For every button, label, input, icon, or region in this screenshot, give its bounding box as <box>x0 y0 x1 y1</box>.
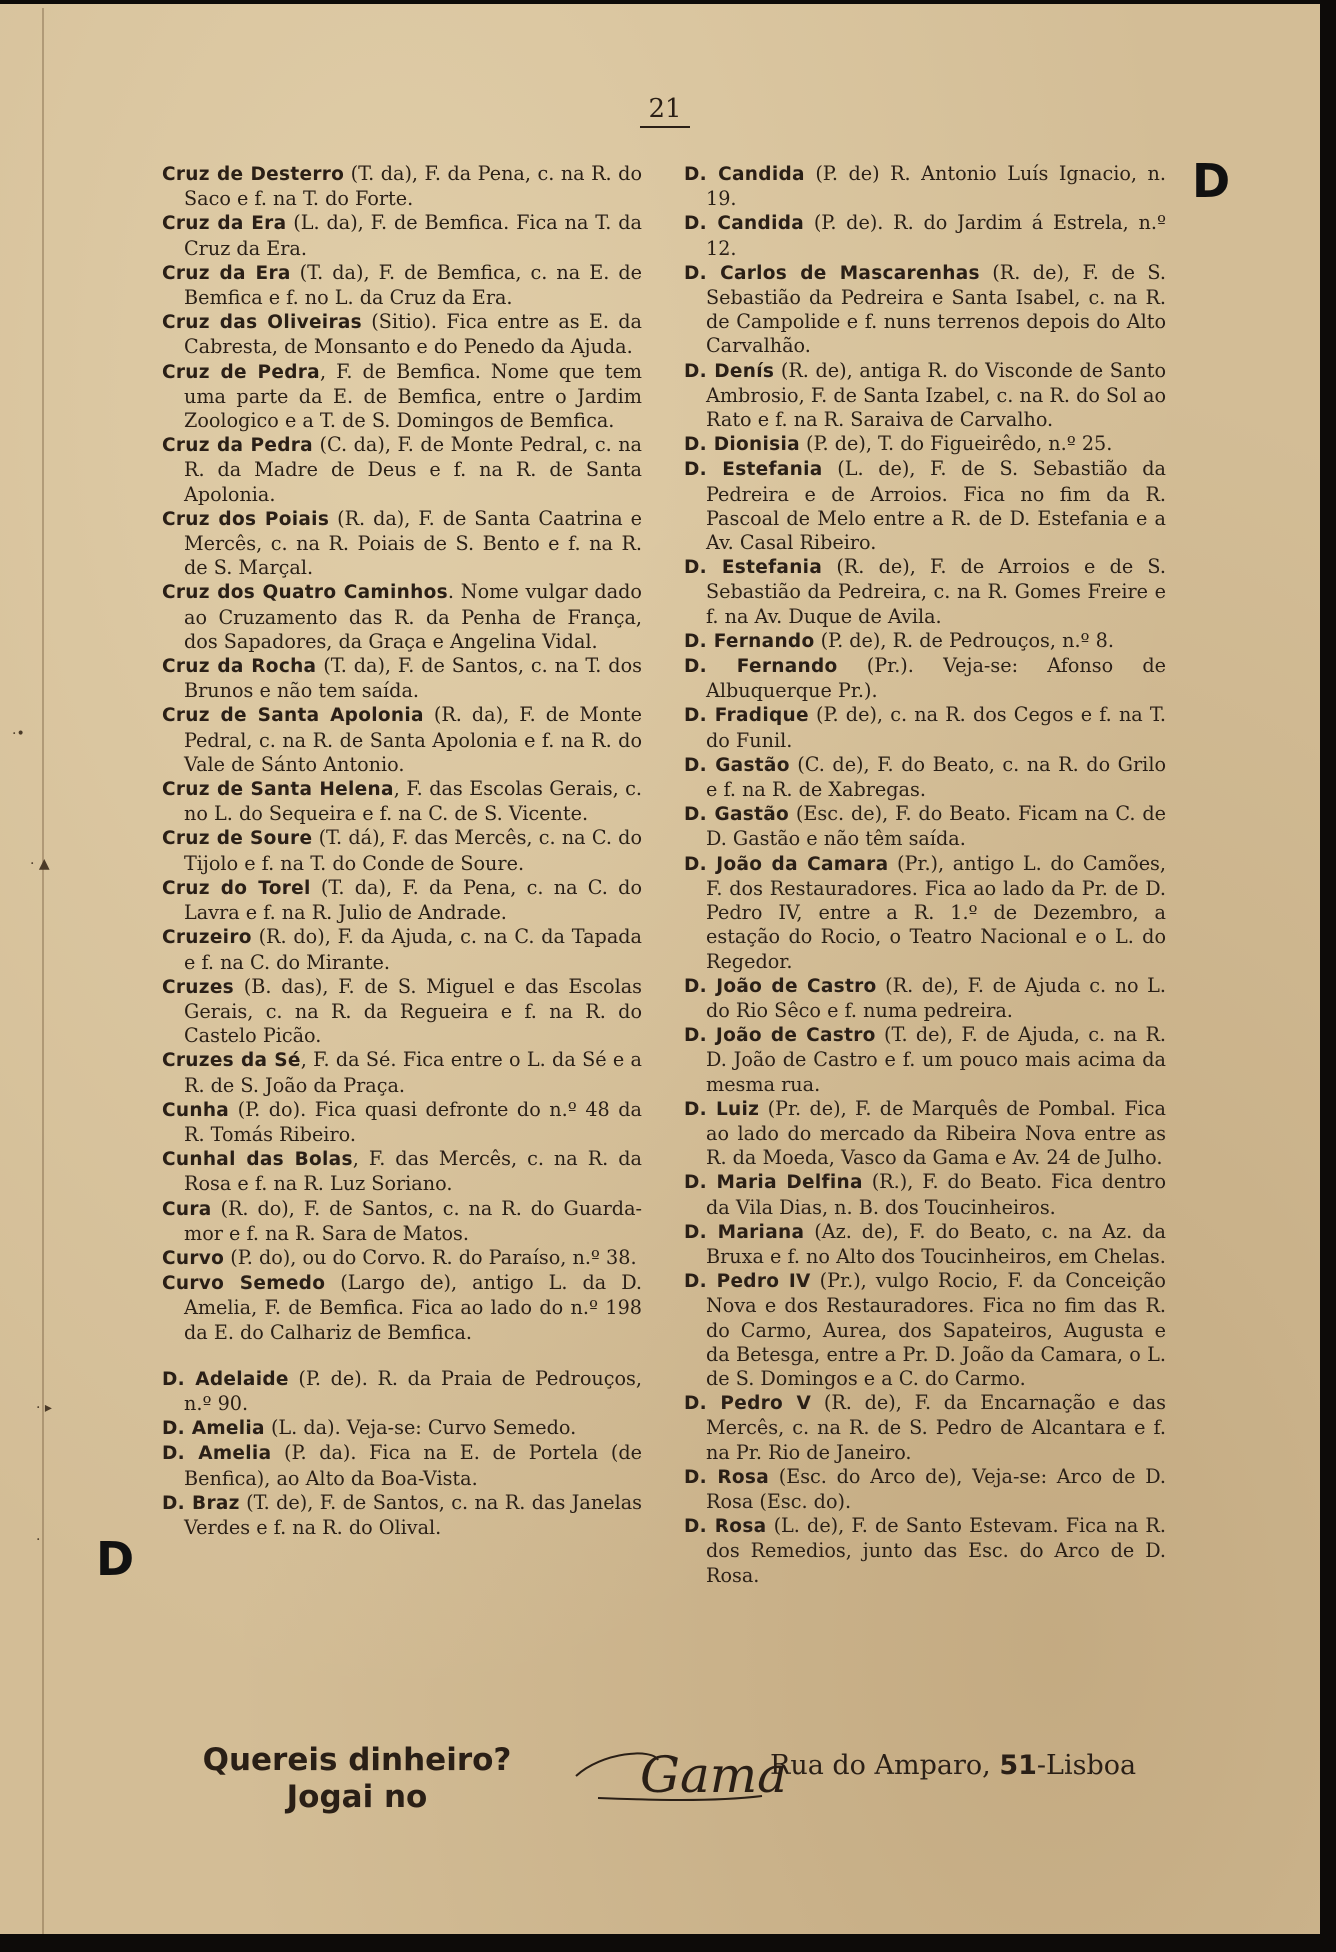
entry-text: (R. do), F. da Ajuda, c. na C. da Tapada e f. na C. do Mirante. <box>184 925 642 974</box>
entry-text: (Esc. de), F. do Beato. Ficam na C. de D. Gastão e não têm saída. <box>706 802 1166 851</box>
margin-mark: · ▸ <box>36 1400 52 1416</box>
entry-text: , F. da Sé. Fica entre o L. da Sé e a R. de S. João da Praça. <box>184 1048 642 1097</box>
entry-text: (P. de), c. na R. dos Cegos e f. na T. do Funil. <box>706 703 1167 752</box>
entry-headword: Cruz de Santa Helena <box>162 779 394 801</box>
entry-headword: Cruz das Oliveiras <box>162 312 362 334</box>
entry <box>684 974 1166 1023</box>
entry <box>162 654 642 703</box>
entry-text: (T. da), F. de Bemfica, c. na E. de Bemfica e f. no L. da Cruz da Era. <box>184 260 642 310</box>
entry-headword: D. Estefania <box>684 459 823 481</box>
document-page <box>0 4 1320 1934</box>
entry-headword: D. Pedro IV <box>684 1271 811 1293</box>
entry <box>162 703 642 777</box>
entry-headword: D. Carlos de Mascarenhas <box>684 262 980 284</box>
entry-text: , F. das Escolas Gerais, c. no L. do Sequeira e f. na C. de S. Vicente. <box>184 777 642 826</box>
entry-headword: Cruz do Torel <box>162 877 311 899</box>
entry-headword: D. Amelia <box>162 1443 272 1465</box>
entry <box>162 580 642 654</box>
entry-text: (R. de), antiga R. do Visconde de Santo Ambrosio, F. de Santa Izabel, c. na R. do Sol ao Rato e f. na R. Saraiva de Carvalho. <box>706 358 1166 432</box>
right-column <box>684 162 1166 1588</box>
entry-text: (P. do), ou do Corvo. R. do Paraíso, n.º 38. <box>224 1245 637 1269</box>
entry <box>684 1220 1166 1269</box>
entry-text: (B. das), F. de S. Miguel e das Escolas Gerais, c. na R. da Regueira e f. na R. do Castelo Picão. <box>184 974 642 1048</box>
entry-headword: D. Rosa <box>684 1516 767 1538</box>
entry-text: (P. do). Fica quasi defronte do n.º 48 da R. Tomás Ribeiro. <box>184 1097 642 1146</box>
entry-headword: Cruzes da Sé <box>162 1050 301 1072</box>
entry <box>162 777 642 826</box>
entry-text: (T. da), F. de Santos, c. na T. dos Brunos e não tem saída. <box>184 654 642 703</box>
margin-mark: · ▲ <box>30 856 50 872</box>
page-number-rule <box>640 126 690 128</box>
entry-text: (T. de), F. de Ajuda, c. na R. D. João de Castro e f. um pouco mais acima da mesma rua. <box>706 1023 1167 1096</box>
entry <box>684 852 1166 974</box>
entry-headword: D. Braz <box>162 1492 240 1514</box>
entry-text: (T. da), F. da Pena, c. na R. do Saco e f. na T. do Forte. <box>184 162 642 211</box>
entry-headword: Cunha <box>162 1099 230 1121</box>
entry-headword: D. Candida <box>684 164 805 185</box>
section-letter-left: D <box>96 1532 135 1586</box>
entry <box>684 261 1166 359</box>
entry-text: (R. da), F. de Santa Caatrina e Mercês, c. na R. Poiais de S. Bento e f. na R. de S. Marçal. <box>184 506 642 580</box>
entry-headword: D. Luiz <box>684 1098 760 1120</box>
entry-text: (P. de). R. do Jardim á Estrela, n.º 12. <box>706 211 1166 260</box>
entry-headword: D. Fernando <box>684 656 838 678</box>
entry <box>162 261 642 310</box>
entry-text: (T. da), F. da Pena, c. na C. do Lavra e f. na R. Julio de Andrade. <box>184 875 642 925</box>
entry-headword: D. Amelia <box>162 1418 265 1440</box>
entry-headword: D. João de Castro <box>684 1025 876 1047</box>
entry <box>162 1246 642 1271</box>
entry <box>162 1271 642 1345</box>
entry <box>162 1048 642 1097</box>
entry-text: (Az. de), F. do Beato, c. na Az. da Bruxa e f. no Alto dos Toucinheiros, em Chelas. <box>706 1219 1166 1268</box>
entry-text: (P. de). R. da Praia de Pedrouços, n.º 90. <box>184 1366 642 1415</box>
entry-text: (R. da), F. de Monte Pedral, c. na R. de Santa Apolonia e f. na R. do Vale de Sánto Antonio. <box>184 703 642 776</box>
page-number: 21 <box>648 94 682 124</box>
ad-slogan <box>162 1742 552 1816</box>
entry-headword: Cruz da Era <box>162 213 287 235</box>
entry <box>162 826 642 875</box>
entry <box>684 1391 1166 1465</box>
entry-headword: D. João de Castro <box>684 975 877 997</box>
entry-headword: D. Dionisia <box>684 434 800 456</box>
entry-headword: Cruz de Soure <box>162 828 313 850</box>
entry-text: (C. da), F. de Monte Pedral, c. na R. da Madre de Deus e f. na R. de Santa Apolonia. <box>184 433 642 506</box>
entry-text: (R.), F. do Beato. Fica dentro da Vila Dias, n. B. dos Toucinheiros. <box>706 1170 1167 1219</box>
entry-headword: D. Denís <box>684 360 775 382</box>
entry <box>162 162 642 211</box>
entry-headword: D. Adelaide <box>162 1368 289 1390</box>
entry <box>684 1097 1166 1171</box>
entry-text: (Pr.). Veja-se: Afonso de Albuquerque Pr.). <box>706 654 1167 703</box>
entry <box>162 1197 642 1246</box>
entry-headword: Cruz dos Quatro Caminhos <box>162 582 448 604</box>
entry-text: , F. de Bemfica. Nome que tem uma parte da E. de Bemfica, entre o Jardim Zoologico e a T. de S. Domingos de Bemfica. <box>184 359 642 433</box>
entry-headword: Curvo <box>162 1247 225 1269</box>
entry <box>162 310 642 359</box>
entry <box>162 975 642 1049</box>
entry <box>162 876 642 925</box>
entry-headword: Cruz de Pedra <box>162 361 320 383</box>
entry <box>684 162 1166 211</box>
entry-text: . Nome vulgar dado ao Cruzamento das R. da Penha de França, dos Sapadores, da Graça e Angelina Vidal. <box>184 580 642 653</box>
entry <box>684 654 1166 703</box>
entry-text: (Pr.), vulgo Rocio, F. da Conceição Nova e dos Restauradores. Fica no fim das R. do Carmo, Aurea, dos Sapateiros, Augusta e da Betesga, entre a Pr. D. João da Camara, o L. de S. Domingos e a C. do Carmo. <box>706 1269 1166 1390</box>
entry-headword: D. Pedro V <box>684 1393 812 1415</box>
entry-text: (P. de) R. Antonio Luís Ignacio, n. 19. <box>706 162 1166 211</box>
entry-text: (Pr. de), F. de Marquês de Pombal. Fica ao lado do mercado da Ribeira Nova entre as R. da Moeda, Vasco da Gama e Av. 24 de Julho. <box>706 1096 1166 1170</box>
entry-headword: D. Rosa <box>684 1466 769 1488</box>
entry <box>684 211 1166 260</box>
entry <box>684 1465 1166 1514</box>
section-letter-right: D <box>1192 154 1231 208</box>
entry-headword: Cruz da Era <box>162 262 291 284</box>
entry <box>162 1098 642 1147</box>
entry-headword: Cruz de Desterro <box>162 164 345 185</box>
margin-mark: · <box>36 1532 41 1548</box>
ad-address: Rua do Amparo, 51-Lisboa <box>770 1750 1137 1781</box>
entry-headword: D. Estefania <box>684 557 823 579</box>
entry <box>684 555 1166 629</box>
entry-headword: Cunhal das Bolas <box>162 1149 353 1171</box>
ad-slogan-line1: Quereis dinheiro? <box>202 1742 512 1778</box>
entry <box>162 360 642 434</box>
entry-headword: D. João da Camara <box>684 853 889 875</box>
entry <box>684 1170 1166 1219</box>
entry-text: (R. de), F. de S. Sebastião da Pedreira e Santa Isabel, c. na R. de Campolide e f. nuns terrenos depois do Alto Carvalhão. <box>706 260 1166 358</box>
entry-text: (R. do), F. de Santos, c. na R. do Guarda-mor e f. na R. Sara de Matos. <box>184 1196 642 1245</box>
entry-text: (P. da). Fica na E. de Portela (de Benfica), ao Alto da Boa-Vista. <box>184 1441 642 1490</box>
margin-mark: ·• <box>12 726 25 742</box>
entry-headword: Cruzeiro <box>162 927 252 949</box>
entry <box>162 1491 642 1540</box>
entry <box>684 629 1166 654</box>
entry-text: (R. de), F. de Ajuda c. no L. do Rio Sêco e f. numa pedreira. <box>706 973 1166 1022</box>
entry-text: (P. de), R. de Pedrouços, n.º 8. <box>814 628 1114 652</box>
entry-headword: Cruzes <box>162 976 234 998</box>
entry <box>684 1514 1166 1588</box>
entry-headword: Cura <box>162 1198 212 1220</box>
entry-text: (Esc. do Arco de), Veja-se: Arco de D. Rosa (Esc. do). <box>706 1464 1166 1513</box>
entry-headword: Curvo Semedo <box>162 1273 326 1295</box>
left-column <box>162 162 642 1540</box>
entry <box>162 211 642 260</box>
entry-headword: D. Fradique <box>684 705 809 727</box>
entry-headword: Cruz de Santa Apolonia <box>162 705 424 727</box>
advertisement-footer <box>162 1742 1172 1815</box>
entry <box>684 802 1166 851</box>
entry <box>684 1023 1166 1097</box>
entry-headword: D. Candida <box>684 213 805 235</box>
gama-logo-text: Gama <box>640 1746 787 1804</box>
entry-text: (Sitio). Fica entre as E. da Cabresta, de Monsanto e do Penedo da Ajuda. <box>184 310 642 359</box>
entry-text: (L. de), F. de Santo Estevam. Fica na R. dos Remedios, junto das Esc. do Arco de D. Rosa. <box>706 1514 1166 1587</box>
entry <box>684 432 1166 457</box>
entry <box>684 457 1166 555</box>
entry-headword: D. Gastão <box>684 804 790 826</box>
entry-text: (P. de), T. do Figueirêdo, n.º 25. <box>799 432 1113 456</box>
entry <box>162 925 642 974</box>
entry-text: (Largo de), antigo L. da D. Amelia, F. de Bemfica. Fica ao lado do n.º 198 da E. do Calhariz de Bemfica. <box>184 1271 642 1344</box>
entry-text: (R. de), F. da Encarnação e das Mercês, c. na R. de S. Pedro de Alcantara e f. na Pr. Rio de Janeiro. <box>706 1391 1166 1464</box>
ad-slogan-line2: Jogai no <box>286 1779 428 1815</box>
entry <box>684 359 1166 433</box>
entry-headword: D. Fernando <box>684 630 815 652</box>
entry-text: (R. de), F. de Arroios e de S. Sebastião da Pedreira, c. na R. Gomes Freire e f. na Av. Duque de Avila. <box>706 555 1166 628</box>
entry-text: (L. de), F. de S. Sebastião da Pedreira e de Arroios. Fica no fim da R. Pascoal de Melo entre a R. de D. Estefania e a Av. Casal Ribeiro. <box>706 457 1166 555</box>
entry-headword: Cruz da Rocha <box>162 656 317 678</box>
entry-text: (L. da), F. de Bemfica. Fica na T. da Cruz da Era. <box>184 211 642 260</box>
entry <box>162 1367 642 1416</box>
entry <box>684 703 1166 752</box>
entry-text: , F. das Mercês, c. na R. da Rosa e f. na R. Luz Soriano. <box>184 1147 642 1196</box>
entry <box>162 507 642 581</box>
entry <box>684 1269 1166 1391</box>
entry <box>162 433 642 507</box>
entry <box>162 1416 642 1441</box>
entry-headword: D. Mariana <box>684 1221 805 1243</box>
entry-text: (C. de), F. do Beato, c. na R. do Grilo e f. na R. de Xabregas. <box>706 752 1167 802</box>
entry-text: (Pr.), antigo L. do Camões, F. dos Restauradores. Fica ao lado da Pr. de D. Pedro IV, entre a R. 1.º de Dezembro, a estação do Rocio, o Teatro Nacional e o L. do Regedor. <box>706 851 1166 973</box>
page-fold-line <box>42 8 44 1934</box>
entry-headword: Cruz da Pedra <box>162 435 313 457</box>
entry-headword: D. Gastão <box>684 754 790 776</box>
entry-text: (L. da). Veja-se: Curvo Semedo. <box>264 1416 577 1440</box>
entry <box>684 753 1166 802</box>
entry-headword: D. Maria Delfina <box>684 1172 863 1194</box>
entry-text: (T. de), F. de Santos, c. na R. das Janelas Verdes e f. na R. do Olival. <box>184 1490 642 1539</box>
entry <box>162 1147 642 1196</box>
entry <box>162 1441 642 1490</box>
entry-headword: Cruz dos Poiais <box>162 508 330 530</box>
entry-text: (T. dá), F. das Mercês, c. na C. do Tijolo e f. na T. do Conde de Soure. <box>184 826 643 875</box>
